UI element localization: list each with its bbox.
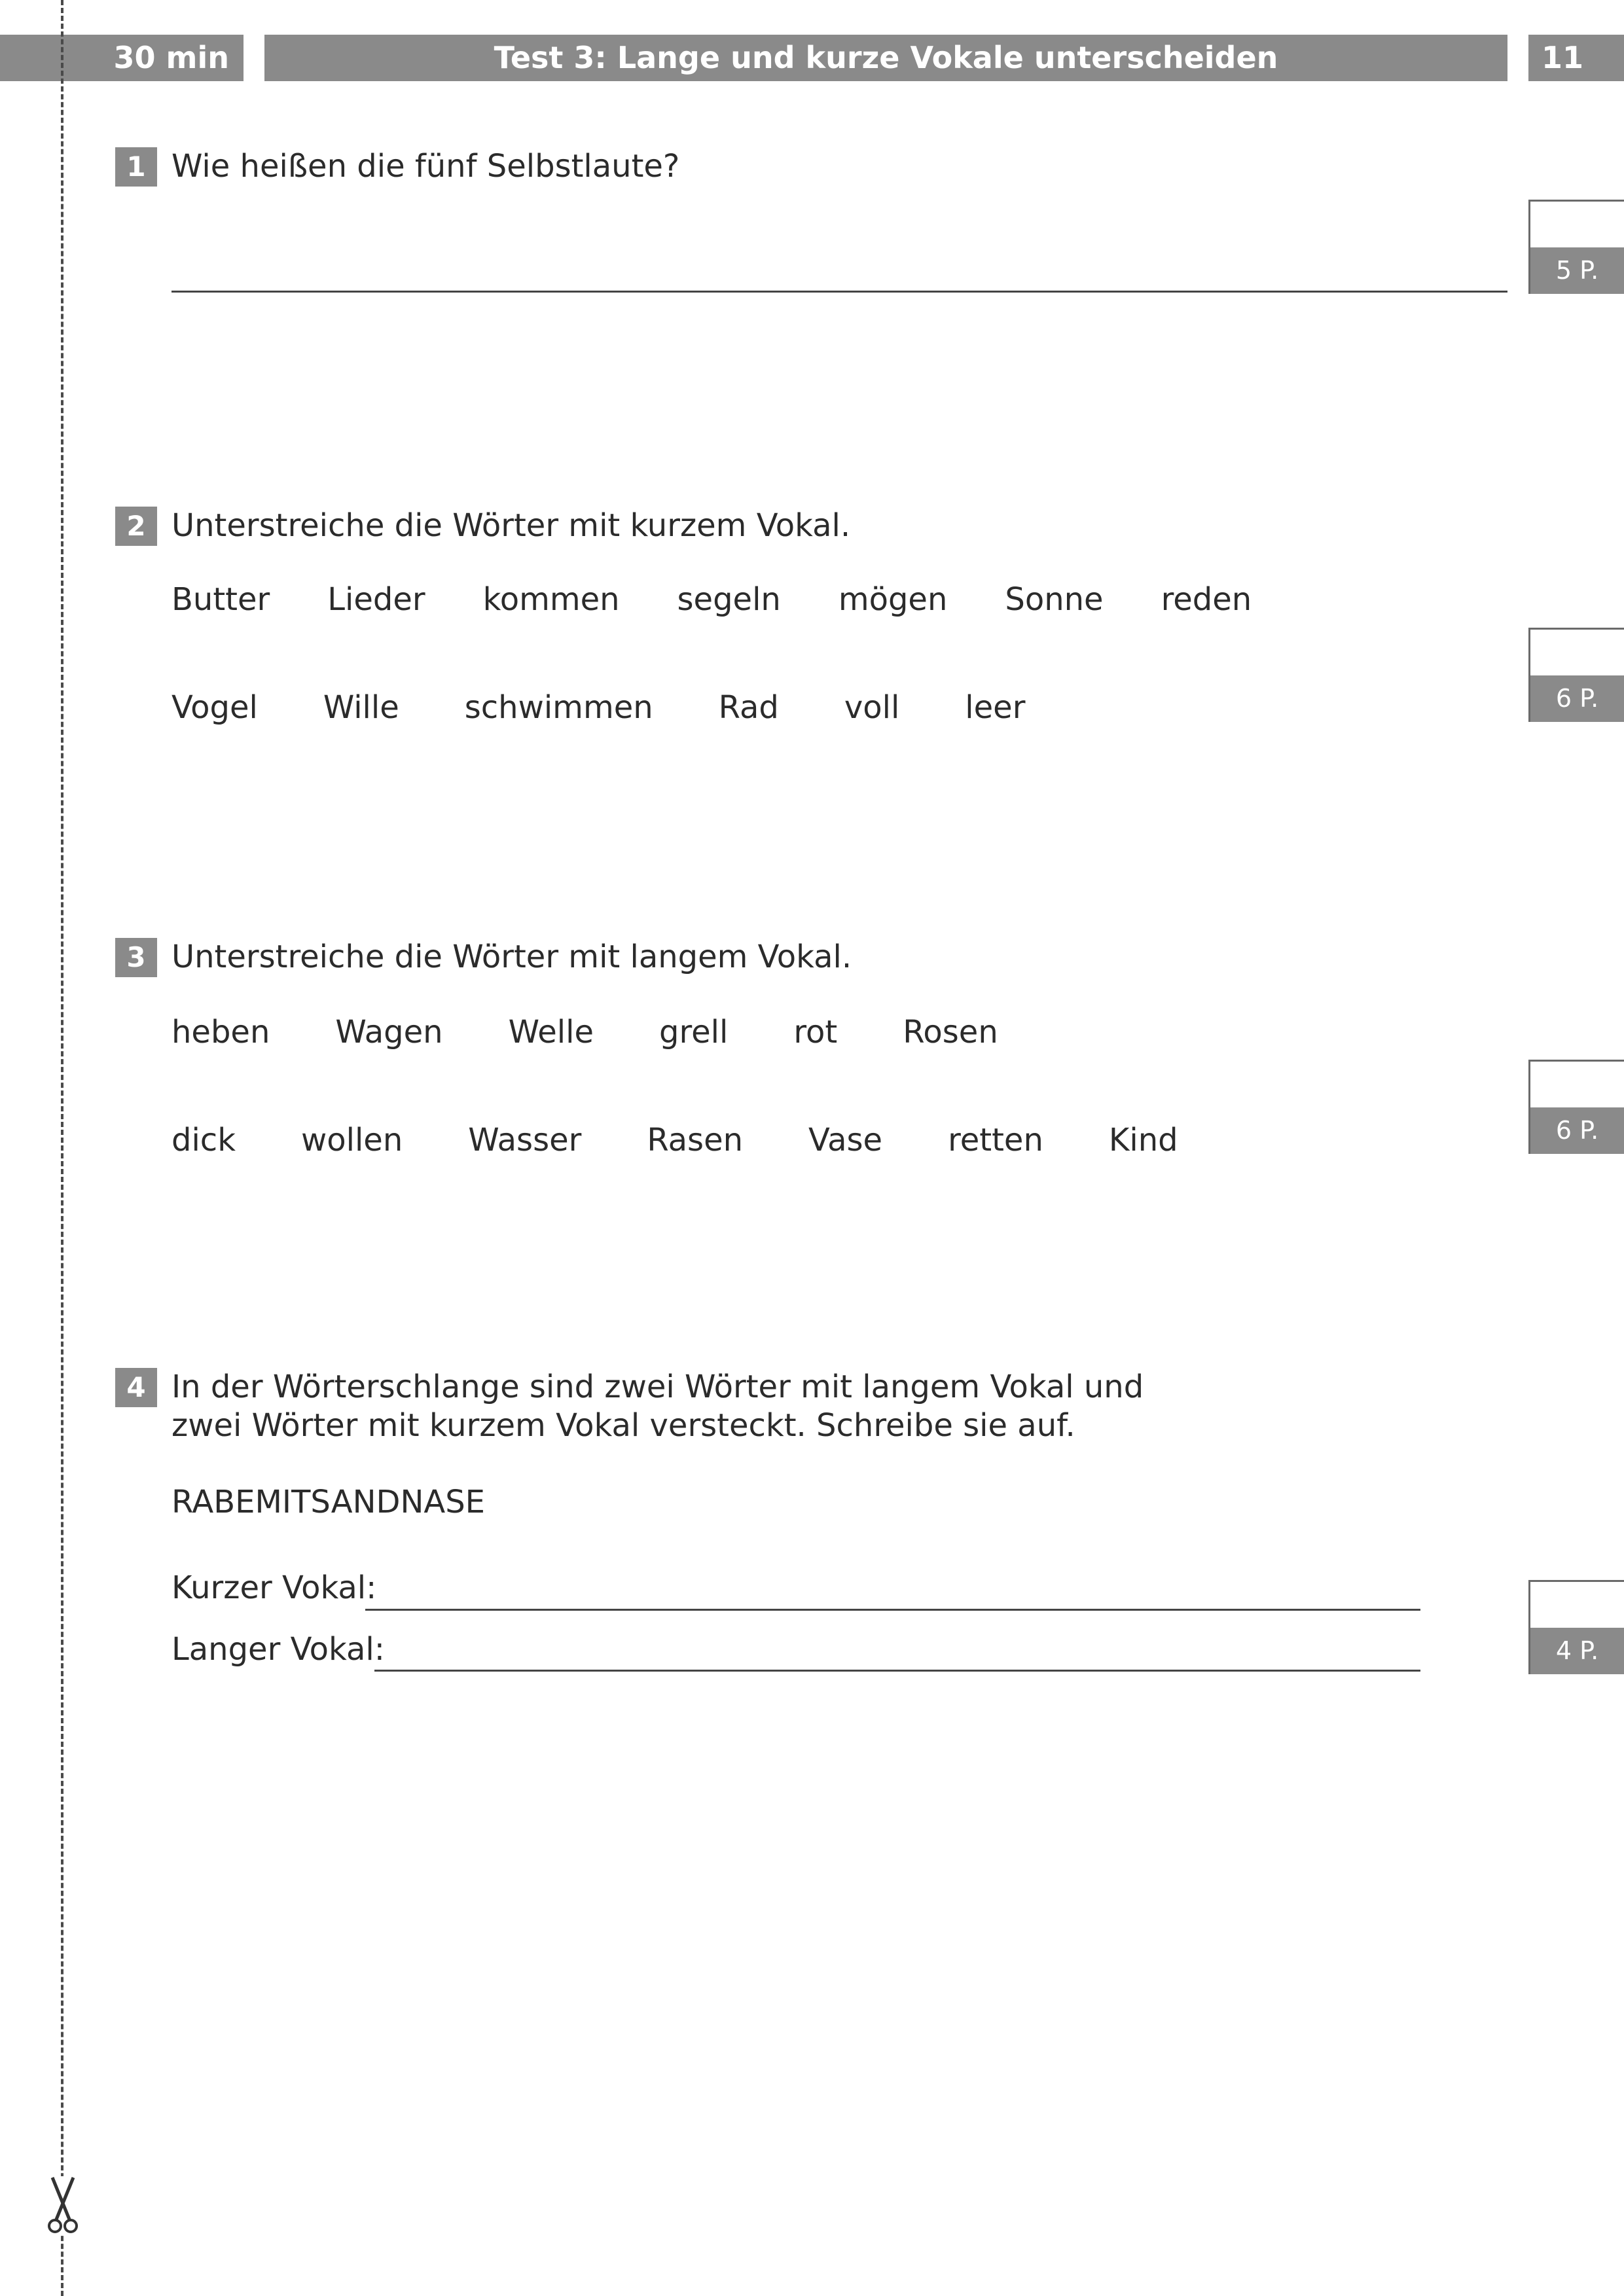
word-item[interactable]: segeln (677, 581, 781, 618)
word-item[interactable]: grell (659, 1014, 729, 1050)
word-item[interactable]: reden (1161, 581, 1252, 618)
task-number-1: 1 (115, 147, 157, 187)
short-vowel-label: Kurzer Vokal: (171, 1570, 377, 1606)
word-row (171, 1014, 998, 1050)
word-item[interactable]: leer (965, 689, 1026, 726)
score-points-label: 6 P. (1530, 675, 1624, 722)
word-item[interactable]: Wagen (335, 1014, 443, 1050)
score-box-task-2 (1528, 628, 1624, 722)
score-points-label: 6 P. (1530, 1107, 1624, 1154)
long-vowel-label: Langer Vokal: (171, 1631, 385, 1668)
score-entry-field[interactable] (1530, 1062, 1624, 1107)
task-2-instruction: Unterstreiche die Wörter mit kurzem Vokal. (171, 507, 851, 544)
task-3-instruction: Unterstreiche die Wörter mit langem Vokal. (171, 939, 852, 975)
word-row (171, 581, 1252, 618)
word-item[interactable]: Wille (323, 689, 399, 726)
word-item[interactable]: Rasen (647, 1122, 744, 1158)
word-item[interactable]: wollen (301, 1122, 403, 1158)
score-points-label: 4 P. (1530, 1628, 1624, 1674)
score-box-task-1 (1528, 200, 1624, 294)
word-item[interactable]: Vase (808, 1122, 883, 1158)
scissors-icon (43, 2176, 82, 2235)
word-item[interactable]: kommen (482, 581, 620, 618)
task-4-instruction-line-1: In der Wörterschlange sind zwei Wörter mit langem Vokal und (171, 1369, 1144, 1405)
task-1-instruction: Wie heißen die fünf Selbstlaute? (171, 148, 680, 185)
score-box-task-3 (1528, 1060, 1624, 1154)
word-item[interactable]: Lieder (327, 581, 425, 618)
task-number-4: 4 (115, 1368, 157, 1407)
word-item[interactable]: rot (793, 1014, 838, 1050)
word-item[interactable]: Vogel (171, 689, 258, 726)
short-vowel-answer-line[interactable] (365, 1609, 1420, 1611)
word-row (171, 1122, 1178, 1158)
word-item[interactable]: schwimmen (464, 689, 653, 726)
score-entry-field[interactable] (1530, 202, 1624, 247)
page-title: Test 3: Lange und kurze Vokale unterscheiden (264, 35, 1507, 81)
time-badge: 30 min (0, 35, 244, 81)
answer-line-task-1[interactable] (171, 291, 1507, 293)
word-row (171, 689, 1025, 726)
word-item[interactable]: Kind (1108, 1122, 1178, 1158)
page-number: 11 (1528, 35, 1624, 81)
word-item[interactable]: Butter (171, 581, 270, 618)
word-item[interactable]: Wasser (468, 1122, 582, 1158)
word-item[interactable]: retten (948, 1122, 1043, 1158)
score-box-task-4 (1528, 1580, 1624, 1674)
word-item[interactable]: Sonne (1005, 581, 1104, 618)
word-item[interactable]: dick (171, 1122, 236, 1158)
word-item[interactable]: mögen (838, 581, 948, 618)
score-entry-field[interactable] (1530, 1582, 1624, 1628)
long-vowel-answer-line[interactable] (374, 1670, 1420, 1672)
score-points-label: 5 P. (1530, 247, 1624, 294)
word-item[interactable]: Rosen (903, 1014, 998, 1050)
word-item[interactable]: Rad (718, 689, 779, 726)
task-4-instruction-line-2: zwei Wörter mit kurzem Vokal versteckt. Schreibe sie auf. (171, 1407, 1075, 1444)
word-item[interactable]: Welle (508, 1014, 594, 1050)
cut-line (61, 0, 63, 2296)
score-entry-field[interactable] (1530, 630, 1624, 675)
task-number-2: 2 (115, 507, 157, 546)
word-item[interactable]: voll (844, 689, 900, 726)
task-number-3: 3 (115, 938, 157, 977)
word-item[interactable]: heben (171, 1014, 270, 1050)
word-snake: RABEMITSANDNASE (171, 1484, 485, 1520)
